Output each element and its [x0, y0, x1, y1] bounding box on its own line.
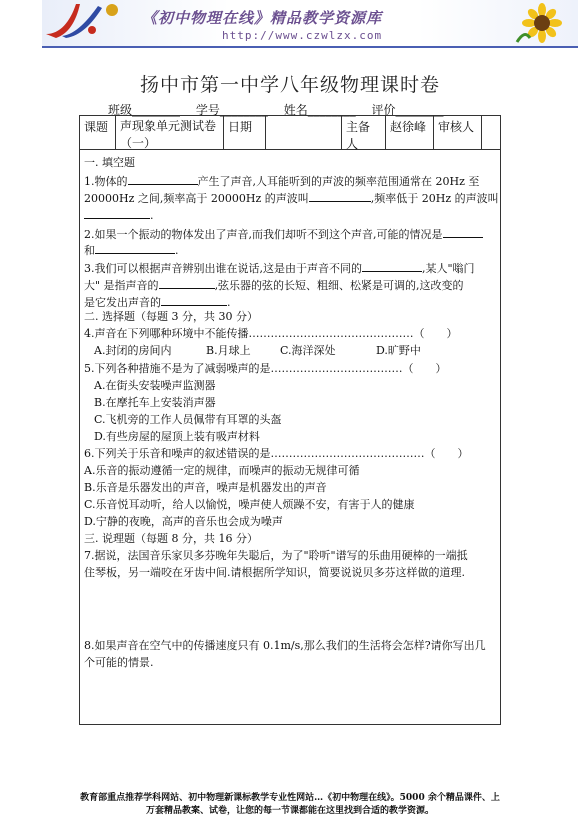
- question-7-line-1: 7.据说，法国音乐家贝多芬晚年失聪后，为了"聆听"谱写的乐曲用硬棒的一端抵: [84, 549, 468, 562]
- preparer-label: 主备人: [342, 116, 386, 149]
- answer-blank[interactable]: [159, 277, 215, 289]
- option-b[interactable]: B.在摩托车上安装消声器: [94, 396, 216, 409]
- answer-blank[interactable]: [443, 226, 483, 238]
- question-6: 6.下列关于乐音和噪声的叙述错误的是……………………………………（ ）: [84, 447, 469, 460]
- option-d[interactable]: D.宁静的夜晚，高声的音乐也会成为噪声: [84, 515, 283, 528]
- question-3-line-3: 是它发出声音的 .: [84, 296, 231, 309]
- reviewer-value: [482, 116, 500, 149]
- answer-blank[interactable]: [95, 242, 175, 254]
- site-logo: [42, 0, 124, 40]
- question-sheet: [79, 150, 501, 725]
- footer-line-2: 万套精品教案、试卷，让您的每一节课都能在这里找到合适的教学资源。: [145, 806, 434, 816]
- question-7-line-2: 住琴板，另一端咬在牙齿中间.请根据所学知识，简要说说贝多芬这样做的道理.: [84, 566, 465, 579]
- question-4-options: [94, 344, 421, 357]
- question-5: 5.下列各种措施不是为了减弱噪声的是………………………………（ ）: [84, 362, 447, 375]
- preparer-value: 赵徐峰: [386, 116, 434, 149]
- banner-url[interactable]: http://www.czwlzx.com: [222, 29, 383, 42]
- option-b[interactable]: B.月球上: [206, 344, 251, 357]
- question-2-line-2: 和 .: [84, 244, 179, 257]
- name-field: 姓名________: [283, 103, 356, 117]
- date-value: [266, 116, 342, 149]
- option-c[interactable]: C.飞机旁的工作人员佩带有耳罩的头盔: [94, 413, 282, 426]
- question-3-line-2: 大" 是指声音的 ,弦乐器的弦的长短、粗细、松紧是可调的,这改变的: [84, 279, 464, 292]
- sunflower-icon: [512, 2, 572, 44]
- header-table: [79, 115, 501, 150]
- section-reasoning: 三. 说理题（每题 8 分，共 16 分）: [84, 532, 258, 545]
- answer-blank[interactable]: [84, 207, 150, 219]
- footer-line-1: 教育部重点推荐学科网站、初中物理新课标教学专业性网站…《初中物理在线》。5000 余个精品课件、上: [80, 793, 500, 803]
- answer-blank[interactable]: [128, 173, 198, 185]
- option-a[interactable]: A.在街头安装噪声监测器: [94, 379, 216, 392]
- banner-title: 《初中物理在线》精品教学资源库: [142, 9, 383, 27]
- answer-blank[interactable]: [362, 260, 422, 272]
- site-banner: [42, 0, 578, 48]
- class-field: 班级________: [108, 103, 181, 117]
- option-b[interactable]: B.乐音是乐器发出的声音，噪声是机器发出的声音: [84, 481, 327, 494]
- option-a[interactable]: A.乐音的振动遵循一定的规律，而噪声的振动无规律可循: [84, 464, 360, 477]
- question-3-line-1: 3.我们可以根据声音辨别出谁在说话,这是由于声音不同的 ,某人"嗡门: [84, 262, 475, 275]
- section-fill-blank: 一. 填空题: [84, 156, 135, 169]
- question-1-line-2: 20000Hz 之间,频率高于 20000Hz 的声波叫 ,频率低于 20Hz 的声波叫: [84, 192, 499, 205]
- topic-value: 声现象单元测试卷（一）: [116, 116, 224, 149]
- question-8-line-2: 个可能的情景.: [84, 656, 154, 669]
- option-d[interactable]: D.旷野中: [376, 344, 421, 357]
- answer-blank[interactable]: [161, 294, 227, 306]
- date-label: 日期: [224, 116, 266, 149]
- answer-blank[interactable]: [309, 190, 371, 202]
- topic-label: 课题: [80, 116, 116, 149]
- option-d[interactable]: D.有些房屋的屋顶上装有吸声材料: [94, 430, 260, 443]
- question-1-line-3: .: [84, 207, 154, 222]
- question-4: 4.声音在下列哪种环境中不能传播………………………………………（ ）: [84, 327, 458, 340]
- reviewer-label: 审核人: [434, 116, 482, 149]
- student-id-field: 学号________: [195, 103, 268, 117]
- option-c[interactable]: C.乐音悦耳动听，给人以愉悦，噪声使人烦躁不安，有害于人的健康: [84, 498, 415, 511]
- footer-text: [0, 792, 580, 818]
- section-multiple-choice: 二. 选择题（每题 3 分，共 30 分）: [84, 310, 258, 323]
- option-a[interactable]: A.封闭的房间内: [94, 344, 172, 357]
- option-c[interactable]: C.海洋深处: [280, 344, 336, 357]
- page-title: 扬中市第一中学八年级物理课时卷: [139, 74, 440, 96]
- grade-field: 评价________: [371, 103, 444, 117]
- question-1-line-1: 1.物体的 产生了声音,人耳能听到的声波的频率范围通常在 20Hz 至: [84, 175, 480, 188]
- question-2-line-1: 2.如果一个振动的物体发出了声音,而我们却听不到这个声音,可能的情况是: [84, 226, 483, 241]
- question-8-line-1: 8.如果声音在空气中的传播速度只有 0.1m/s,那么我们的生活将会怎样?请你写出几: [84, 639, 486, 652]
